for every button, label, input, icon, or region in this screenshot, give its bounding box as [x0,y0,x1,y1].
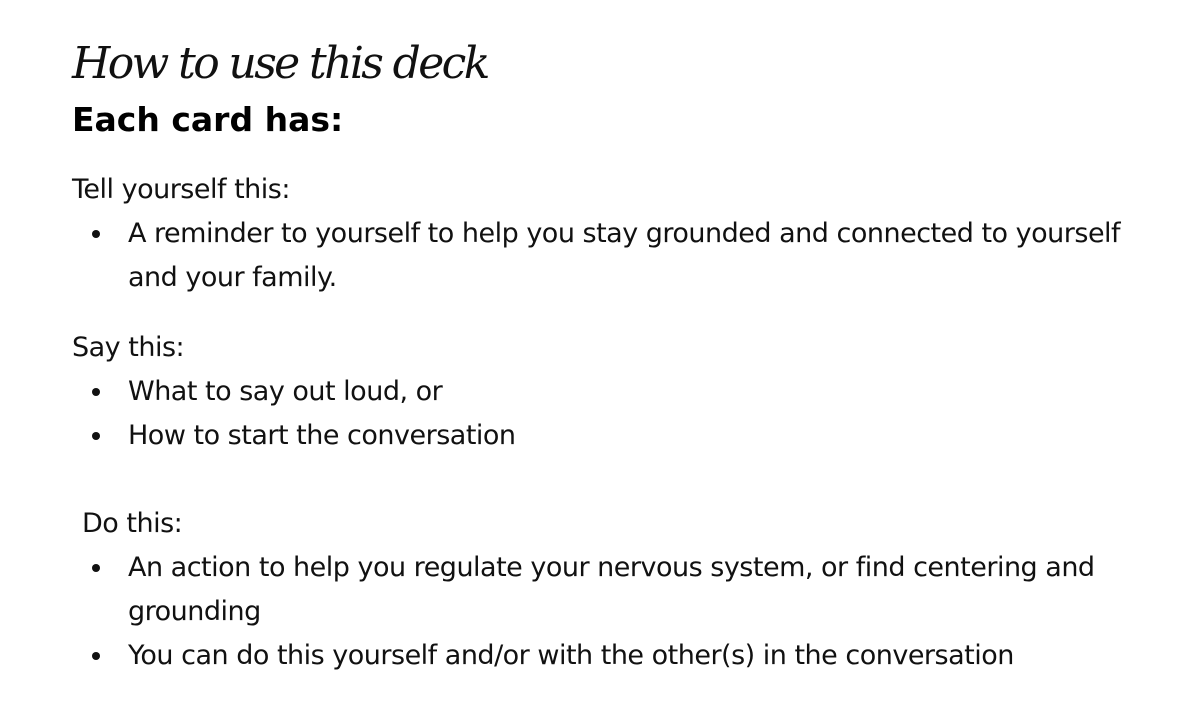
do-this-list [72,546,1172,678]
list-item-text: What to say out loud, or [128,376,443,407]
tell-yourself-label: Tell yourself this: [72,174,290,205]
document-page [72,32,1172,678]
list-item [72,634,1168,678]
list-item [72,546,1168,634]
list-item-text: An action to help you regulate your nervous system, or find centering and grounding [128,552,1095,627]
list-item [72,212,1168,300]
bullet-icon [92,564,100,572]
page-title: How to use this deck [72,38,488,89]
say-this-section [72,326,1172,458]
bullet-icon [92,652,100,660]
section-heading: Each card has: [72,100,344,139]
tell-yourself-list [72,212,1172,300]
bullet-icon [92,230,100,238]
do-this-section [72,502,1172,678]
do-this-label: Do this: [82,508,183,539]
list-item-text: A reminder to yourself to help you stay grounded and connected to yourself and your family. [128,218,1121,293]
list-item [72,414,1168,458]
list-item-text: How to start the conversation [128,420,516,451]
bullet-icon [92,432,100,440]
bullet-icon [92,388,100,396]
list-item [72,370,1168,414]
say-this-label: Say this: [72,332,185,363]
tell-yourself-section [72,168,1172,300]
list-item-text: You can do this yourself and/or with the other(s) in the conversation [128,640,1014,671]
say-this-list [72,370,1172,458]
